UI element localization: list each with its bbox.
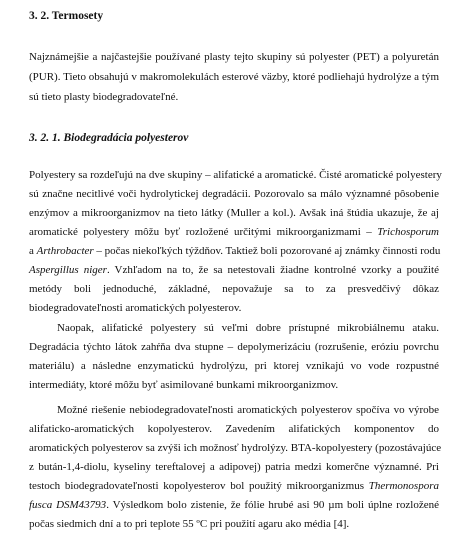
paragraph-line: Možné riešenie nebiodegradovateľnosti aromatických polyesterov spočíva vo výrobe: [57, 404, 439, 416]
paragraph-line: z bután-1,4-diolu, kyseliny tereftalovej a adipovej) patria medzi komerčne významné. Pri: [29, 461, 439, 473]
intro-line: sú tieto plasty biodegradovateľné.: [29, 91, 179, 103]
paragraph-line: Naopak, alifatické polyestery sú veľmi dobre prístupné mikrobiálnemu ataku.: [57, 322, 439, 334]
intro-line: Najznámejšie a najčastejšie používané plasty tejto skupiny sú polyester (PET) a polyuretán: [29, 51, 439, 63]
paragraph-line: enzýmov a mikroorganizmov na tieto látky (Muller a kol.). Avšak iná štúdia ukazuje, že aj: [29, 207, 439, 219]
paragraph-line: počas siedmich dní a to pri teplote 55 ºC pri použití agaru ako média [4].: [29, 518, 350, 530]
text-run: testoch biodegradovateľnosti kopolyesterov bol použitý mikroorganizmus: [29, 480, 369, 492]
paragraph-line: sú značne necitlivé voči hydrolytickej degradácii. Pozorovalo sa málo významné pôsobenie: [29, 188, 439, 200]
species-name: Aspergillus niger: [29, 264, 107, 276]
text-run: – počas niekoľkých týždňov. Taktiež boli pozorované aj známky činnosti rodu: [93, 245, 441, 257]
species-name: fusca DSM43793: [29, 499, 107, 511]
paragraph-line: [29, 499, 439, 512]
species-name: Arthrobacter: [36, 245, 94, 257]
paragraph-line: [29, 226, 439, 239]
text-run: . Vzhľadom na to, že sa netestovali žiadne kontrolné vzorky a použité: [106, 264, 439, 276]
subsection-heading: 3. 2. 1. Biodegradácia polyesterov: [29, 132, 189, 144]
paragraph-line: alifaticko-aromatických kopolyesterov. Zavedením alifatických komponentov do: [29, 423, 439, 435]
paragraph-line: biodegradovateľnosti aromatických polyesterov.: [29, 302, 242, 314]
text-run: aromatické polyestery môžu byť rozložené určitými mikroorganizmami –: [29, 226, 378, 238]
paragraph-line: materiálu) a následne enzymatickú hydrolýzu, pri ktorej vznikajú vo vode rozpustné: [29, 360, 439, 372]
paragraph-line: aromatických polyesterov sa zvýši ich možnosť hydrolýzy. BTA-kopolyestery (pozostávajúce: [29, 442, 442, 454]
paragraph-line: [29, 245, 439, 258]
section-heading: 3. 2. Termosety: [29, 10, 104, 22]
paragraph-line: metódy boli jednoduché, základné, nepovažuje sa to za presvedčivý dôkaz: [29, 283, 439, 295]
paragraph-line: [29, 264, 439, 277]
paragraph-line: Polyestery sa rozdeľujú na dve skupiny – alifatické a aromatické. Čisté aromatické polyestery: [29, 169, 442, 181]
species-name: Thermonospora: [368, 480, 439, 492]
intro-line: (PUR). Tieto obsahujú v makromolekulách esterové väzby, ktoré podliehajú hydrolýze a tým: [29, 71, 439, 83]
paragraph-line: Degradácia týchto látok zahŕňa dva stupne – depolymerizáciu (rozrušenie, eróziu povrchu: [29, 341, 439, 353]
paragraph-line: [29, 480, 439, 493]
paragraph-line: intermediáty, ktoré môžu byť asimilované bunkami mikroorganizmov.: [29, 379, 339, 391]
text-run: a: [29, 245, 37, 257]
text-run: . Výsledkom bolo zistenie, že fólie hrubé asi 90 µm boli úplne rozložené: [106, 499, 439, 511]
species-name: Trichosporum: [377, 226, 439, 238]
